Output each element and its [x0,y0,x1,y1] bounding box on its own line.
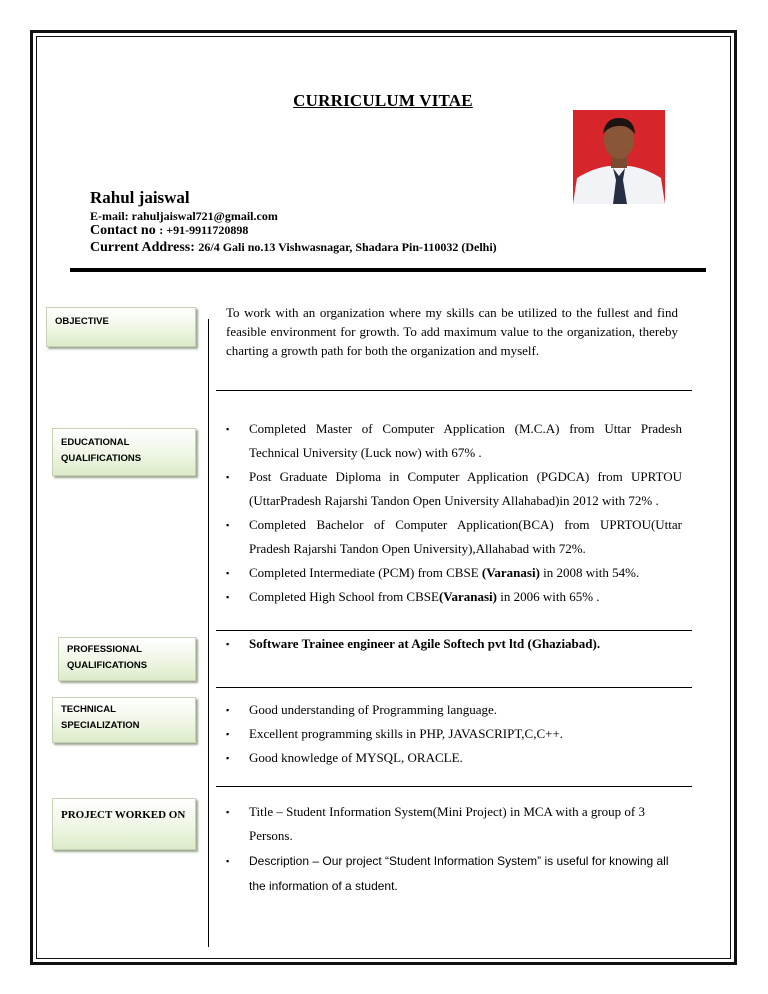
list-item: ▪ Good knowledge of MYSQL, ORACLE. [226,750,463,765]
list-item: ▪ Software Trainee engineer at Agile Softech pvt ltd (Ghaziabad). [226,636,601,651]
list-item: ▪ Completed Bachelor of Computer Application(BCA) from UPRTOU(Uttar Pradesh Rajarshi Tandon Open University),Allahabad with 72%. [226,517,682,556]
address-value: 26/4 Gali no.13 Vishwasnagar, Shadara Pin-110032 (Delhi) [198,240,497,254]
list-item: ▪ Post Graduate Diploma in Computer Application (PGDCA) from UPRTOU (UttarPradesh Rajarshi Tandon Open University Allahabad)in 2012 with 72% . [226,469,682,508]
education-list [226,417,682,609]
email-address: rahuljaiswal721@gmail.com [131,209,278,223]
professional-label: PROFESSIONAL QUALIFICATIONS [58,637,196,681]
list-item: ▪ Completed Intermediate (PCM) from CBSE (Varanasi) in 2008 with 54%. [226,565,640,580]
project-label: PROJECT WORKED ON [52,798,196,850]
list-item: ▪ Title – Student Information System(Mini Project) in MCA with a group of 3 Persons. [226,804,646,843]
contact-label: Contact no [90,223,156,238]
objective-divider [216,390,692,391]
technical-label: TECHNICAL SPECIALIZATION [52,697,196,743]
education-divider [216,630,692,631]
email-line [90,209,278,224]
objective-label: OBJECTIVE [46,307,196,347]
technical-list [226,698,682,770]
list-item: ▪ Good understanding of Programming language. [226,702,498,717]
professional-divider [216,687,692,688]
header-divider [70,268,706,272]
list-item: ▪ Description – Our project “Student Information System” is useful for knowing all the information of a student. [226,854,669,893]
list-item: ▪ Completed Master of Computer Application (M.C.A) from Uttar Pradesh Technical University (Luck now) with 67% . [226,421,682,460]
email-label: E-mail: [90,209,129,223]
list-item: ▪ Excellent programming skills in PHP, JAVASCRIPT,C,C++. [226,726,564,741]
technical-divider [216,786,692,787]
contact-line [90,223,248,239]
education-label: EDUCATIONAL QUALIFICATIONS [52,428,196,476]
address-label: Current Address: [90,240,195,255]
candidate-name: Rahul jaiswal [90,188,190,207]
document-title: CURRICULUM VITAE [293,91,473,110]
project-list [226,800,682,899]
objective-text: To work with an organization where my skills can be utilized to the fullest and find feasible environment for growth. To add maximum value to the organization, thereby charting a growth path for both the organization and myself. [226,305,678,358]
address-line [90,240,497,256]
contact-number: : +91-9911720898 [159,223,249,237]
list-item: ▪ Completed High School from CBSE(Varanasi) in 2006 with 65% . [226,589,600,604]
column-divider [208,319,209,947]
professional-list [226,635,682,653]
profile-photo [573,110,665,204]
